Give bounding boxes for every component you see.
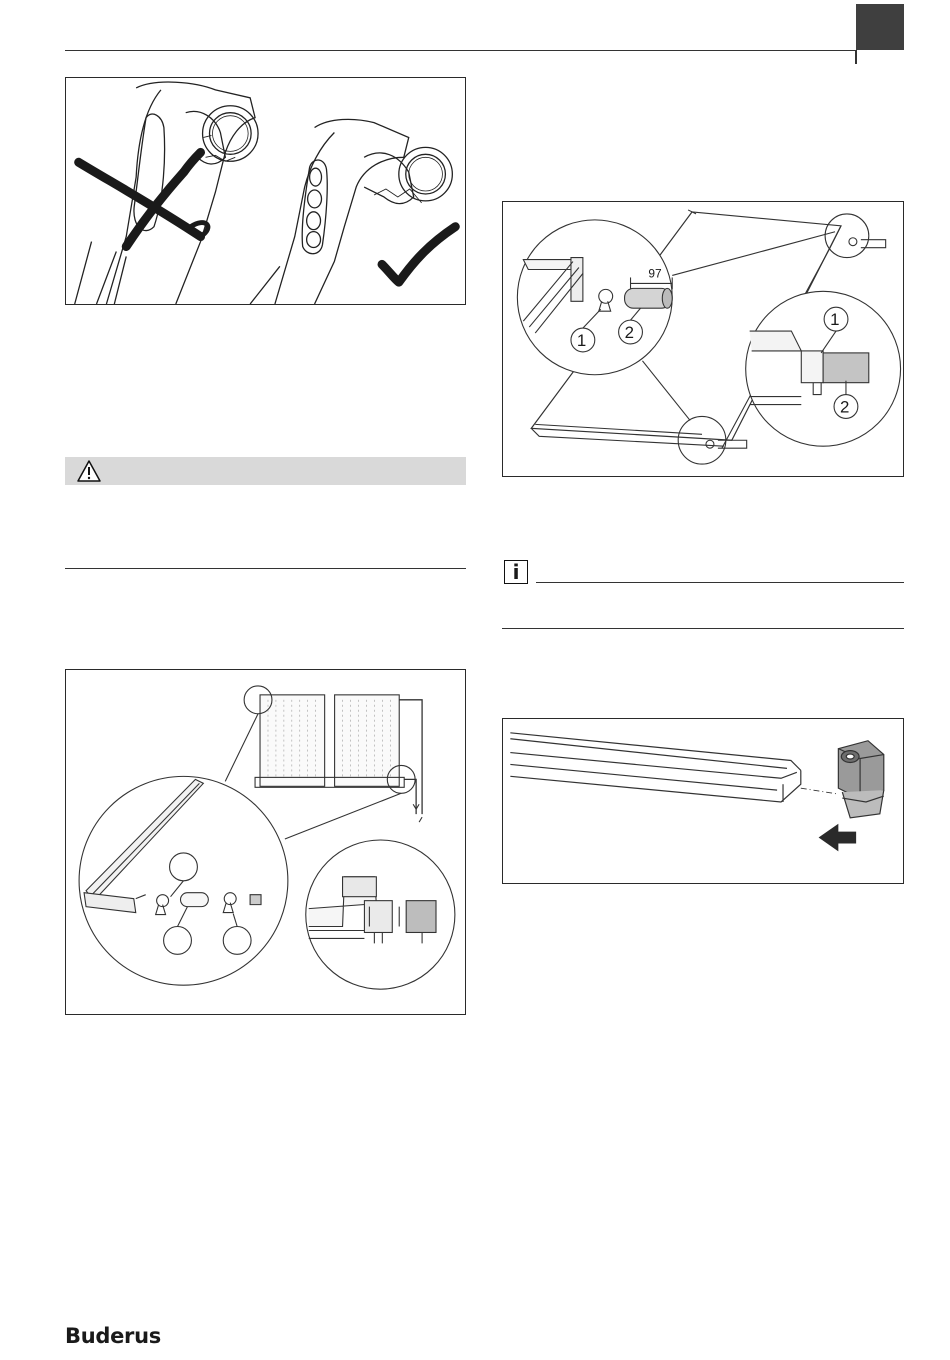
detail-callout-1: 1 (830, 310, 840, 330)
info-glyph: i (512, 560, 520, 584)
header-tab (856, 4, 904, 50)
push-arrow-icon (819, 824, 857, 852)
check-mark (382, 227, 455, 283)
dimension-label: 97 (648, 266, 662, 281)
section-rule-left (65, 568, 466, 569)
warning-triangle-icon (76, 459, 102, 483)
buderus-logo: Buderus (65, 1324, 161, 1348)
collector-array-figure (65, 669, 466, 1015)
info-rule-top (536, 582, 904, 583)
pliers-usage-figure (65, 77, 466, 305)
collector-array-drawing (66, 670, 465, 1014)
callout-2: 2 (624, 323, 634, 343)
callout-1: 1 (576, 330, 587, 350)
collector-connection-figure (502, 201, 904, 477)
header-tab-tick (855, 50, 857, 64)
warning-bar (65, 457, 466, 485)
rail-clamp-figure (502, 718, 904, 884)
detail-callout-2: 2 (840, 397, 850, 417)
pliers-usage-drawing (66, 78, 465, 304)
rail-clamp-drawing (503, 719, 903, 883)
header-rule (65, 50, 855, 51)
cross-mark (79, 152, 208, 246)
collector-connection-drawing (503, 202, 903, 476)
info-icon (504, 560, 528, 584)
info-rule-bottom (502, 628, 904, 629)
